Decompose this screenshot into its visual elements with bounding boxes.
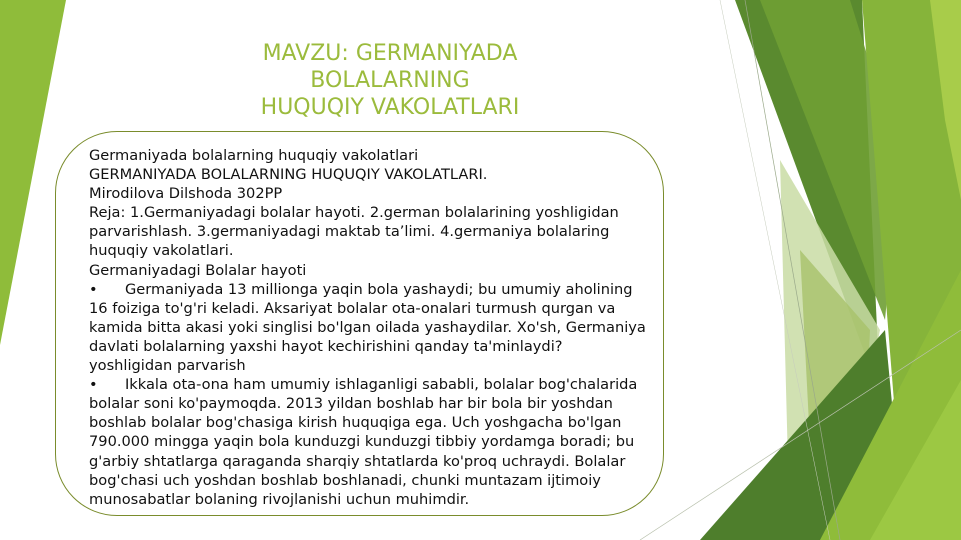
body-line: Mirodilova Dilshoda 302PP [89, 185, 283, 203]
slide-title [200, 40, 580, 121]
bullet-item [89, 280, 649, 356]
plan-paragraph: Reja: 1.Germaniyadagi bolalar hayoti. 2.german bolalarining yoshligidan parvarishlash. 3.germaniyadagi maktab ta’limi. 4.germaniya bolalaring huquqiy vakolatlari. [89, 204, 619, 260]
slide-body [89, 146, 649, 509]
title-line-1: MAVZU: GERMANIYADA [262, 41, 518, 66]
section-heading: Germaniyadagi Bolalar hayoti [89, 261, 307, 279]
section-heading: yoshligidan parvarish [89, 357, 246, 375]
bullet-text: Germaniyada 13 millionga yaqin bola yashaydi; bu umumiy aholining 16 foiziga to'g'ri keladi. Aksariyat bolalar ota-onalari turmush qurgan va kamida bitta akasi yoki singlisi bo'lgan oilada yashaydilar. Xo'sh, Germaniya davlati bolalarning yaxshi hayot kechirishini qanday ta'minlaydi? [89, 280, 646, 355]
body-line: Germaniyada bolalarning huquqiy vakolatlari [89, 147, 419, 164]
title-line-3: HUQUQIY VAKOLATLARI [260, 95, 520, 120]
title-line-2: BOLALARNING [310, 68, 470, 93]
body-line: GERMANIYADA BOLALARNING HUQUQIY VAKOLATLARI. [89, 166, 488, 184]
bullet-text: Ikkala ota-ona ham umumiy ishlaganligi sababli, bolalar bog'chalarida bolalar soni ko'paymoqda. 2013 yildan boshlab har bir bola bir yoshdan boshlab bolalar bog'chasiga kirish huquqiga ega. Uch yoshgacha bo'lgan 790.000 mingga yaqin bola kunduzgi kunduzgi tibbiy yordamga boradi; bu g'arbiy shtatlarga qaraganda sharqiy shtatlarda ko'proq uchraydi. Bolalar bog'chasi uch yoshdan boshlab boshlanadi, chunki muntazam ijtimoiy munosabatlar bolaning rivojlanishi uchun muhimdir. [89, 376, 638, 508]
bullet-icon: • [89, 280, 98, 298]
bullet-icon: • [89, 376, 98, 394]
bullet-item [89, 375, 649, 509]
